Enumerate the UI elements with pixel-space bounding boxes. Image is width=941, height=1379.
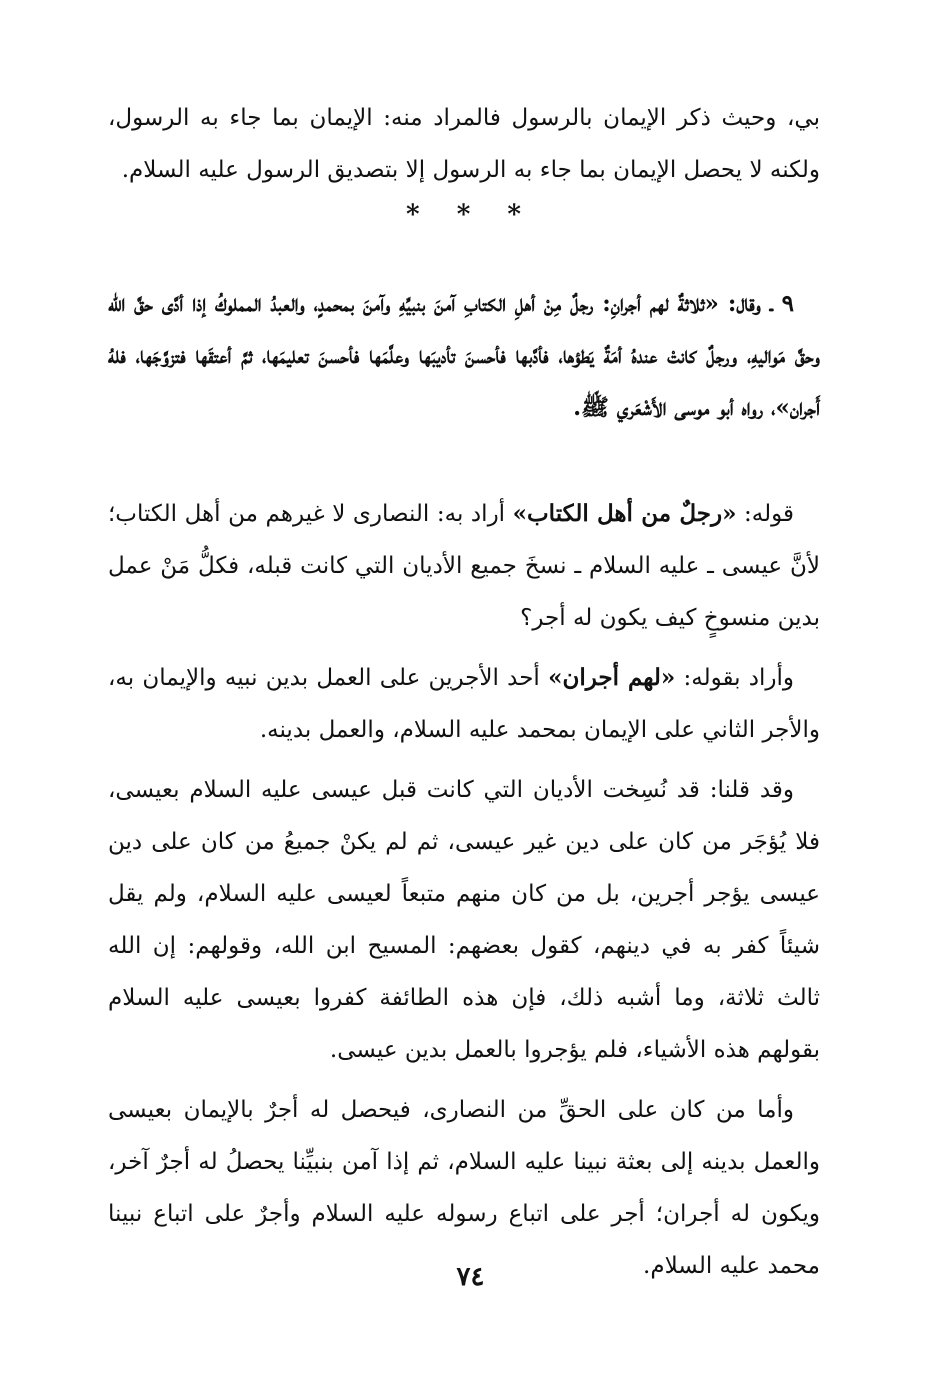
- commentary-section: [108, 488, 820, 1300]
- para2-prefix: وأراد بقوله:: [675, 665, 794, 691]
- para1-rest: أراد به: النصارى لا غيرهم من أهل الكتاب؛ لأنَّ عيسى ـ عليه السلام ـ نسخَ جميع الأديان التي كانت قبله، فكلُّ مَنْ عمل بدين منسوخٍ كيف يكون له أجر؟: [108, 501, 820, 631]
- para1-quote: «رجلٌ من أهل الكتاب»: [512, 500, 737, 527]
- hadith-text: ٩ ـ وقال: «ثلاثةٌ لهم أجرانِ: رجلٌ مِنْ أهلِ الكتابِ آمنَ بنبيِّهِ وآمنَ بمحمدٍ، والعبدُ المملوكُ إذا أدَّى حقَّ الله وحقَّ مَواليهِ، ورجلٌ كانتْ عندهُ أمَةٌ يَطؤها، فأدَّبها فأحسنَ تأديبَها وعلَّمَها فأحسنَ تعليمَها، ثمَّ أعتقَها فتزوَّجَها، فلهُ أَجران»، رواه أبو موسى الأَشْعَري ﷺ.: [108, 290, 820, 421]
- para1-prefix: قوله:: [736, 501, 794, 527]
- hadith-paragraph: [108, 278, 820, 434]
- para2-rest: أحد الأجرين على العمل بدين نبيه والإيمان به، والأجر الثاني على الإيمان بمحمد عليه السلام، والعمل بدينه.: [108, 665, 820, 743]
- intro-text: بي، وحيث ذكر الإيمان بالرسول فالمراد منه: الإيمان بما جاء به الرسول، ولكنه لا يحصل الإيمان بما جاء به الرسول إلا بتصديق الرسول عليه السلام.: [108, 105, 820, 183]
- commentary-paragraph-4: وأما من كان على الحقِّ من النصارى، فيحصل له أجرٌ بالإيمان بعيسى والعمل بدينه إلى بعثة نبينا عليه السلام، ثم إذا آمن بنبيِّنا يحصلُ له أجرٌ آخر، ويكون له أجران؛ أجر على اتباع رسوله عليه السلام وأجرٌ على اتباع نبينا محمد عليه السلام.: [108, 1097, 820, 1279]
- intro-paragraph: [108, 92, 820, 196]
- para2-quote: «لهم أجران»: [548, 664, 676, 691]
- commentary-paragraph-3: وقد قلنا: قد نُسِخت الأديان التي كانت قبل عيسى عليه السلام بعيسى، فلا يُؤجَر من كان على دين غير عيسى، ثم لم يكنْ جميعُ من كان على دين عيسى يؤجر أجرين، بل من كان منهم متبعاً لعيسى عليه السلام، ولم يقل شيئاً كفر به في دينهم، كقول بعضهم: المسيح ابن الله، وقولهم: إن الله ثالث ثلاثة، وما أشبه ذلك، فإن هذه الطائفة كفروا بعيسى عليه السلام بقولهم هذه الأشياء، فلم يؤجروا بالعمل بدين عيسى.: [108, 777, 820, 1063]
- commentary-paragraph-2: [108, 652, 820, 756]
- commentary-paragraph-1: [108, 488, 820, 644]
- page-number: ٧٤: [456, 1262, 485, 1292]
- section-separator: * * *: [406, 200, 535, 230]
